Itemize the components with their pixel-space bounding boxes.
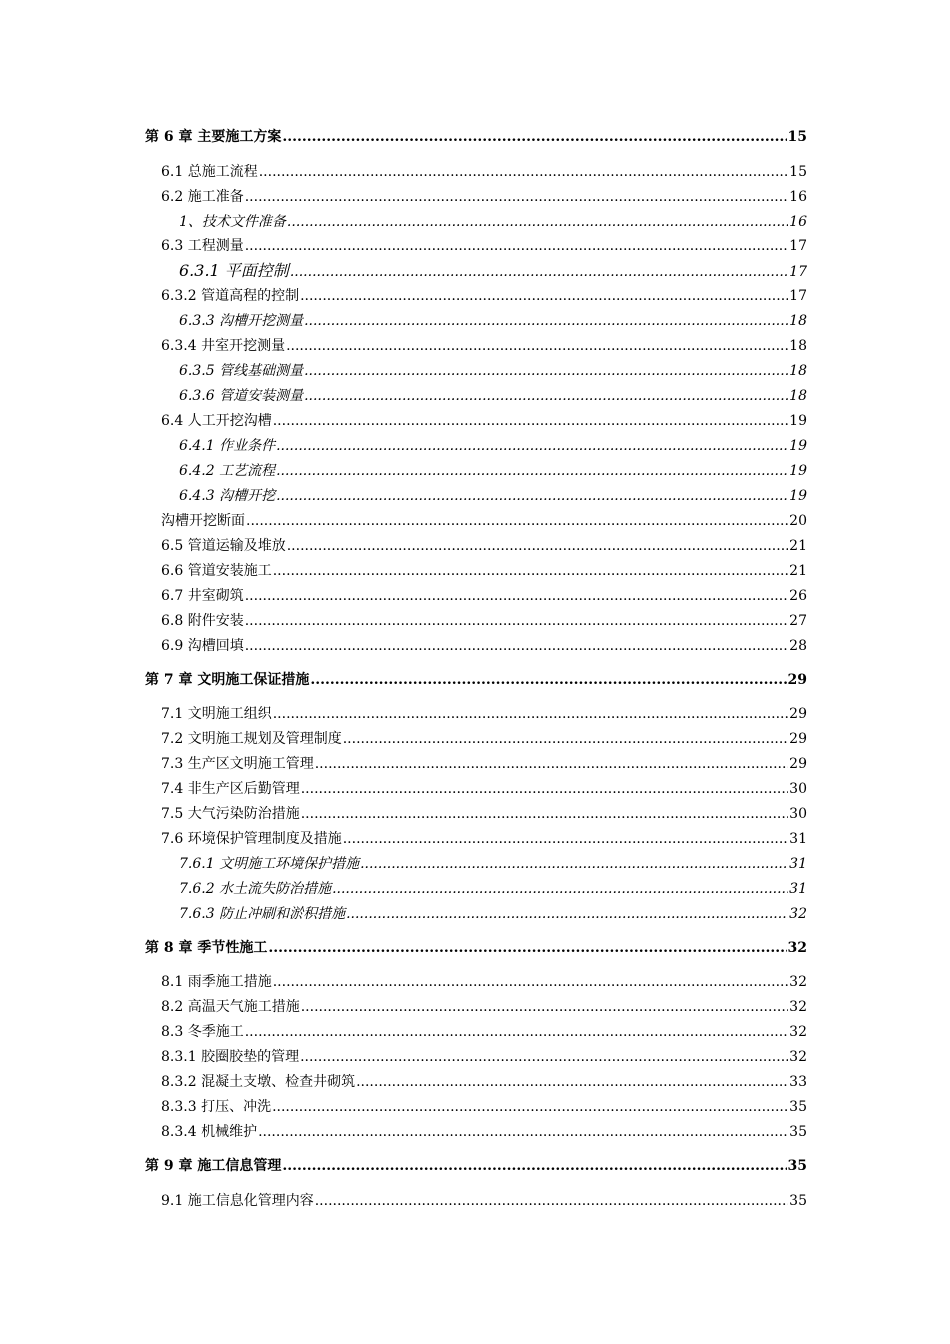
toc-entry-title: 8.3.2 混凝土支墩、检查井砌筑 [161, 1074, 356, 1090]
toc-page-number: 32 [787, 940, 807, 956]
toc-entry-title: 7.2 文明施工规划及管理制度 [161, 731, 342, 747]
toc-entry[interactable] [145, 188, 807, 206]
toc-entry[interactable] [145, 805, 807, 823]
dot-leader [332, 880, 788, 898]
toc-entry[interactable] [145, 1048, 807, 1066]
toc-entry[interactable] [145, 1073, 807, 1091]
toc-entry[interactable] [145, 1192, 807, 1210]
toc-entry[interactable] [145, 880, 807, 898]
toc-page-number: 18 [789, 388, 807, 404]
toc-entry-title: 8.3.1 胶圈胶垫的管理 [161, 1049, 300, 1065]
toc-entry-title: 6.3 工程测量 [161, 238, 244, 254]
toc-page-number: 33 [789, 1074, 807, 1090]
toc-entry[interactable] [145, 237, 807, 255]
toc-entry-title: 8.3.3 打压、冲洗 [161, 1099, 272, 1115]
dot-leader [276, 437, 788, 455]
toc-entry[interactable] [145, 437, 807, 455]
toc-page-number: 29 [789, 706, 807, 722]
dot-leader [259, 163, 788, 181]
dot-leader [273, 562, 788, 580]
toc-entry-title: 第 6 章 主要施工方案 [145, 129, 282, 145]
toc-entry[interactable] [145, 637, 807, 655]
toc-page-number: 21 [789, 538, 807, 554]
dot-leader [273, 973, 788, 991]
toc-entry-title: 9.1 施工信息化管理内容 [161, 1193, 314, 1209]
toc-entry-title: 6.8 附件安装 [161, 613, 244, 629]
toc-page-number: 35 [787, 1158, 807, 1174]
dot-leader [273, 705, 788, 723]
toc-entry-title: 第 7 章 文明施工保证措施 [145, 672, 310, 688]
toc-entry-title: 7.4 非生产区后勤管理 [161, 781, 300, 797]
dot-leader [301, 780, 788, 798]
toc-entry-title: 6.3.4 井室开挖测量 [161, 338, 286, 354]
dot-leader [286, 337, 788, 355]
toc-entry-title: 沟槽开挖断面 [161, 513, 245, 529]
toc-entry-title: 8.3.4 机械维护 [161, 1124, 258, 1140]
dot-leader [282, 1157, 786, 1175]
toc-entry[interactable] [145, 755, 807, 773]
toc-entry[interactable] [145, 1123, 807, 1141]
dot-leader [287, 213, 788, 231]
toc-entry[interactable] [145, 537, 807, 555]
toc-entry[interactable] [145, 562, 807, 580]
toc-entry[interactable] [145, 730, 807, 748]
toc-page-number: 19 [789, 413, 807, 429]
toc-entry-title: 1、技术文件准备 [179, 214, 286, 230]
dot-leader [246, 512, 788, 530]
toc-page-number: 19 [789, 488, 807, 504]
toc-page-number: 32 [789, 1049, 807, 1065]
dot-leader [276, 462, 788, 480]
dot-leader [290, 263, 788, 281]
toc-chapter-entry[interactable] [145, 1157, 807, 1175]
toc-entry-title: 6.4.2 工艺流程 [179, 463, 276, 479]
toc-page-number: 32 [789, 906, 807, 922]
toc-page-number: 16 [789, 214, 807, 230]
toc-entry[interactable] [145, 1098, 807, 1116]
toc-entry[interactable] [145, 337, 807, 355]
toc-page-number: 15 [787, 129, 807, 145]
dot-leader [287, 537, 788, 555]
dot-leader [304, 387, 788, 405]
toc-entry[interactable] [145, 780, 807, 798]
toc-page-number: 27 [789, 613, 807, 629]
toc-entry[interactable] [145, 998, 807, 1016]
dot-leader [346, 905, 788, 923]
toc-entry[interactable] [145, 612, 807, 630]
toc-page-number: 32 [789, 999, 807, 1015]
dot-leader [301, 998, 788, 1016]
toc-entry-title: 6.3.3 沟槽开挖测量 [179, 313, 304, 329]
toc-entry-title: 6.3.2 管道高程的控制 [161, 288, 300, 304]
toc-entry-title: 7.3 生产区文明施工管理 [161, 756, 314, 772]
dot-leader [245, 637, 788, 655]
toc-entry-title: 6.4.1 作业条件 [179, 438, 276, 454]
dot-leader [360, 855, 788, 873]
toc-page-number: 31 [789, 881, 807, 897]
toc-entry[interactable] [145, 587, 807, 605]
dot-leader [272, 1098, 788, 1116]
toc-entry-title: 6.5 管道运输及堆放 [161, 538, 286, 554]
toc-entry[interactable] [145, 905, 807, 923]
toc-entry[interactable] [145, 1023, 807, 1041]
toc-chapter-entry[interactable] [145, 128, 807, 146]
toc-page-number: 30 [789, 781, 807, 797]
toc-page-number: 31 [789, 856, 807, 872]
toc-entry-title: 6.4 人工开挖沟槽 [161, 413, 272, 429]
toc-page-number: 30 [789, 806, 807, 822]
dot-leader [245, 188, 788, 206]
toc-entry[interactable] [145, 412, 807, 430]
toc-entry-title: 8.2 高温天气施工措施 [161, 999, 300, 1015]
toc-page-number: 26 [789, 588, 807, 604]
toc-page-number: 15 [789, 164, 807, 180]
dot-leader [268, 939, 786, 957]
toc-entry-title: 第 8 章 季节性施工 [145, 940, 268, 956]
toc-page-number: 17 [789, 288, 807, 304]
toc-page-number: 28 [789, 638, 807, 654]
toc-entry[interactable] [145, 705, 807, 723]
toc-entry-title: 6.4.3 沟槽开挖 [179, 488, 276, 504]
dot-leader [273, 412, 788, 430]
dot-leader [245, 1023, 788, 1041]
toc-page-number: 29 [789, 756, 807, 772]
toc-entry-title: 7.6 环境保护管理制度及措施 [161, 831, 342, 847]
toc-page-number: 20 [789, 513, 807, 529]
toc-entry[interactable] [145, 830, 807, 848]
toc-entry-title: 6.3.6 管道安装测量 [179, 388, 304, 404]
toc-entry-title: 7.1 文明施工组织 [161, 706, 272, 722]
toc-entry-title: 6.2 施工准备 [161, 189, 244, 205]
toc-page-number: 32 [789, 974, 807, 990]
toc-page-number: 31 [789, 831, 807, 847]
toc-page-number: 29 [787, 672, 807, 688]
toc-entry-title: 7.6.3 防止冲刷和淤积措施 [179, 906, 346, 922]
toc-entry[interactable] [145, 262, 807, 281]
toc-page-number: 35 [789, 1193, 807, 1209]
dot-leader [301, 805, 788, 823]
toc-entry[interactable] [145, 287, 807, 305]
toc-page-number: 16 [789, 189, 807, 205]
toc-entry[interactable] [145, 512, 807, 530]
toc-entry[interactable] [145, 213, 807, 231]
toc-page-number: 18 [789, 338, 807, 354]
toc-entry-title: 6.9 沟槽回填 [161, 638, 244, 654]
toc-page-number: 19 [789, 438, 807, 454]
toc-entry-title: 8.3 冬季施工 [161, 1024, 244, 1040]
toc-page-number: 19 [789, 463, 807, 479]
dot-leader [300, 1048, 788, 1066]
toc-chapter-entry[interactable] [145, 671, 807, 689]
toc-chapter-entry[interactable] [145, 939, 807, 957]
toc-page-number: 29 [789, 731, 807, 747]
dot-leader [315, 1192, 788, 1210]
dot-leader [245, 612, 788, 630]
toc-entry-title: 6.3.1 平面控制 [179, 261, 289, 280]
toc-entry[interactable] [145, 387, 807, 405]
dot-leader [343, 730, 788, 748]
toc-entry[interactable] [145, 312, 807, 330]
toc-entry[interactable] [145, 362, 807, 380]
dot-leader [258, 1123, 788, 1141]
toc-entry-title: 7.6.2 水土流失防治措施 [179, 881, 332, 897]
toc-entry-title: 7.5 大气污染防治措施 [161, 806, 300, 822]
toc-entry-title: 第 9 章 施工信息管理 [145, 1158, 282, 1174]
toc-entry[interactable] [145, 487, 807, 505]
toc-entry[interactable] [145, 855, 807, 873]
dot-leader [304, 312, 788, 330]
toc-page-number: 32 [789, 1024, 807, 1040]
toc-entry-title: 6.1 总施工流程 [161, 164, 258, 180]
toc-page-number: 35 [789, 1099, 807, 1115]
dot-leader [245, 237, 788, 255]
dot-leader [304, 362, 788, 380]
toc-entry-title: 6.6 管道安装施工 [161, 563, 272, 579]
dot-leader [245, 587, 788, 605]
toc-entry-title: 6.7 井室砌筑 [161, 588, 244, 604]
toc-page-number: 17 [789, 264, 807, 280]
toc-page-number: 18 [789, 363, 807, 379]
dot-leader [356, 1073, 788, 1091]
dot-leader [276, 487, 788, 505]
toc-page-number: 21 [789, 563, 807, 579]
dot-leader [315, 755, 788, 773]
toc-entry-title: 6.3.5 管线基础测量 [179, 363, 304, 379]
dot-leader [310, 671, 786, 689]
toc-entry[interactable] [145, 163, 807, 181]
toc-page-number: 35 [789, 1124, 807, 1140]
dot-leader [282, 128, 786, 146]
dot-leader [300, 287, 788, 305]
toc-entry[interactable] [145, 973, 807, 991]
dot-leader [343, 830, 788, 848]
toc-entry-title: 7.6.1 文明施工环境保护措施 [179, 856, 360, 872]
toc-entry[interactable] [145, 462, 807, 480]
toc-page-number: 18 [789, 313, 807, 329]
toc-entry-title: 8.1 雨季施工措施 [161, 974, 272, 990]
toc-page-number: 17 [789, 238, 807, 254]
